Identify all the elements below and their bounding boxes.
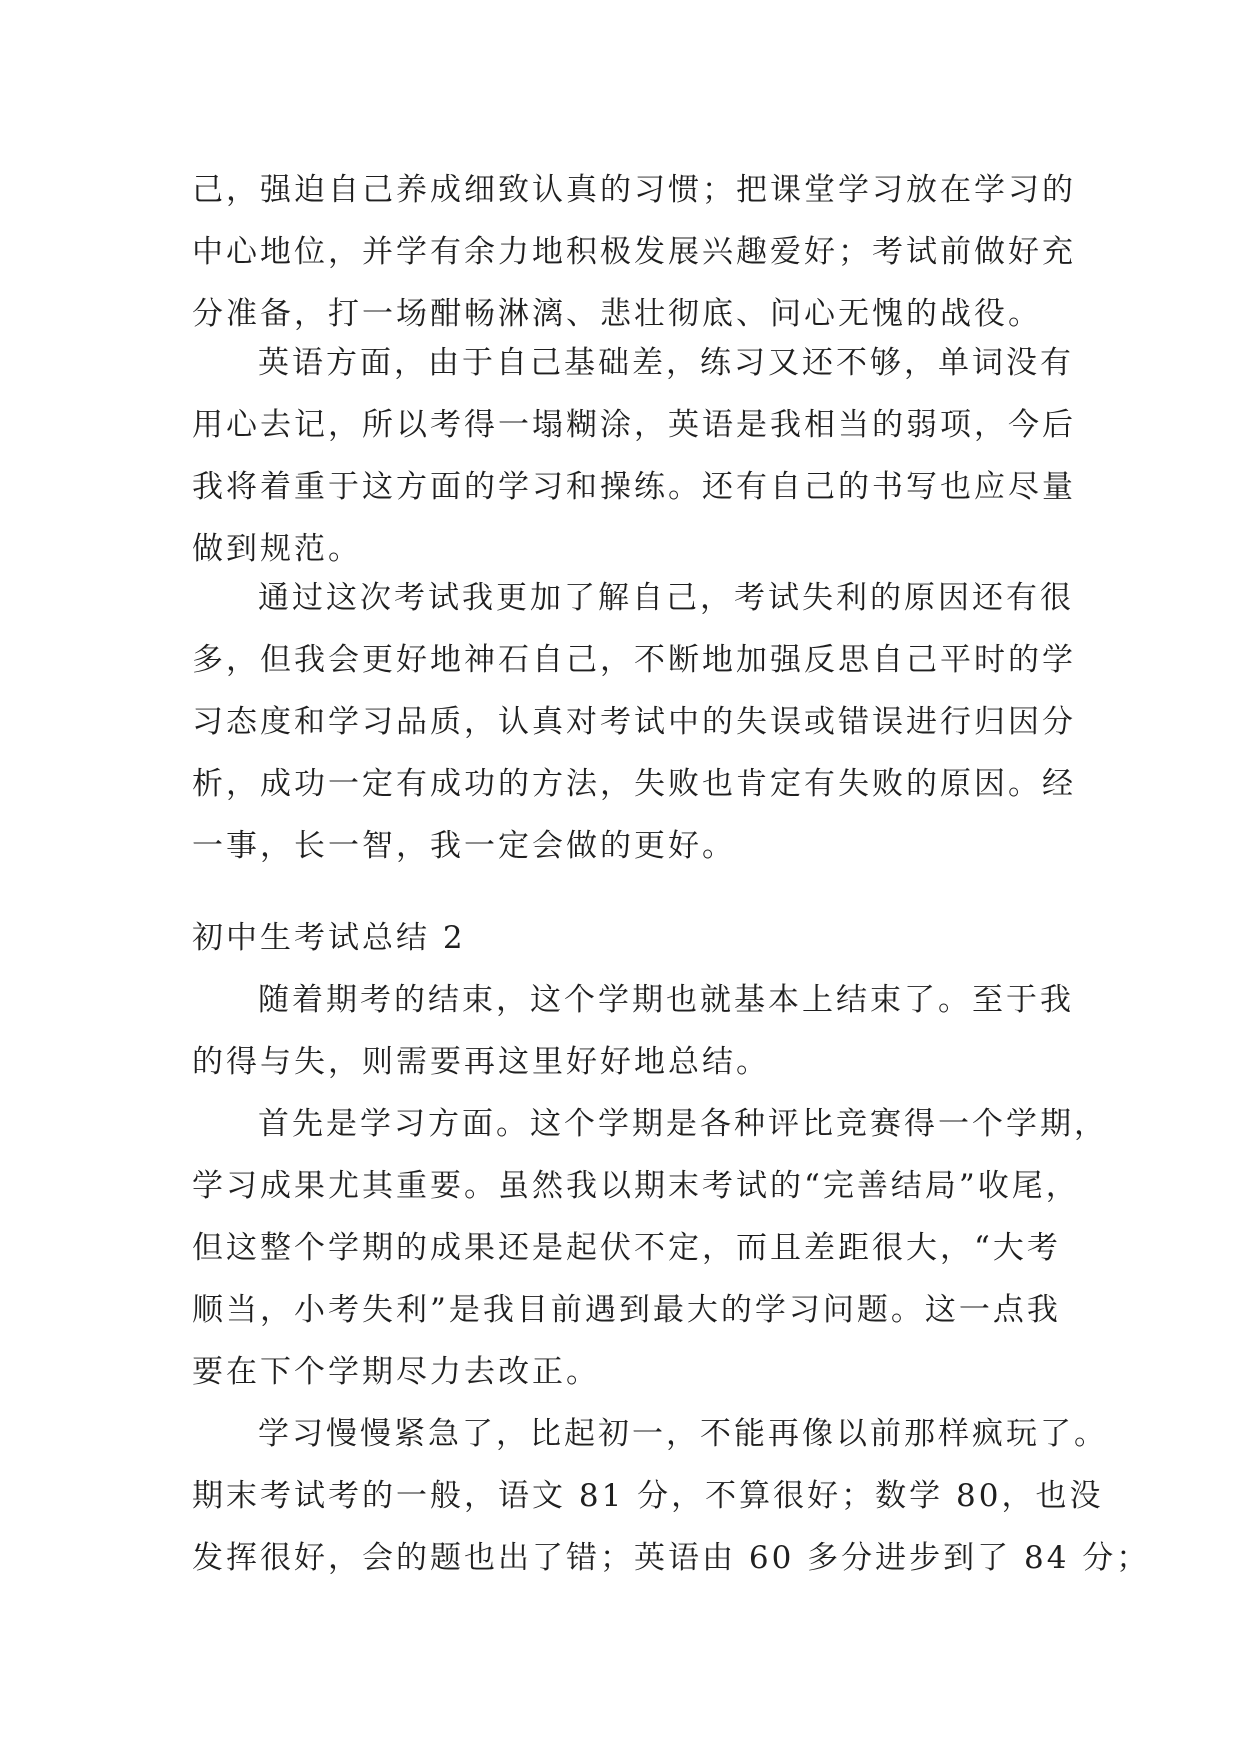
paragraph-line: 学习成果尤其重要。虽然我以期末考试的“完善结局”收尾， <box>192 1168 1080 1204</box>
paragraph-line: 习态度和学习品质，认真对考试中的失误或错误进行归因分 <box>192 704 1076 740</box>
paragraph-line: 但这整个学期的成果还是起伏不定，而且差距很大，“大考 <box>192 1230 1061 1266</box>
paragraph-line: 随着期考的结束，这个学期也就基本上结束了。至于我 <box>258 982 1074 1018</box>
paragraph-line: 做到规范。 <box>192 531 362 567</box>
paragraph-line: 中心地位，并学有余力地积极发展兴趣爱好；考试前做好充 <box>192 234 1076 270</box>
paragraph-line: 要在下个学期尽力去改正。 <box>192 1354 600 1390</box>
paragraph-4 <box>192 969 1074 1093</box>
paragraph-1 <box>192 159 1076 345</box>
paragraph-line: 学习慢慢紧急了，比起初一，不能再像以前那样疯玩了。 <box>258 1416 1108 1452</box>
paragraph-line: 用心去记，所以考得一塌糊涂，英语是我相当的弱项，今后 <box>192 407 1076 443</box>
paragraph-line: 分准备，打一场酣畅淋漓、悲壮彻底、问心无愧的战役。 <box>192 296 1042 332</box>
paragraph-6 <box>192 1403 1151 1589</box>
paragraph-line: 英语方面，由于自己基础差，练习又还不够，单词没有 <box>258 345 1074 381</box>
paragraph-3 <box>192 567 1076 877</box>
paragraph-line: 顺当，小考失利”是我目前遇到最大的学习问题。这一点我 <box>192 1292 1061 1328</box>
paragraph-line: 一事，长一智，我一定会做的更好。 <box>192 828 736 864</box>
paragraph-line: 多，但我会更好地神石自己，不断地加强反思自己平时的学 <box>192 642 1076 678</box>
paragraph-line: 发挥很好，会的题也出了错；英语由 60 多分进步到了 84 分； <box>192 1540 1151 1576</box>
paragraph-line: 首先是学习方面。这个学期是各种评比竞赛得一个学期， <box>258 1106 1108 1142</box>
paragraph-5 <box>192 1093 1108 1403</box>
paragraph-line: 析，成功一定有成功的方法，失败也肯定有失败的原因。经 <box>192 766 1076 802</box>
paragraph-2 <box>192 332 1076 580</box>
paragraph-line: 通过这次考试我更加了解自己，考试失利的原因还有很 <box>258 580 1074 616</box>
paragraph-line: 我将着重于这方面的学习和操练。还有自己的书写也应尽量 <box>192 469 1076 505</box>
paragraph-line: 的得与失，则需要再这里好好地总结。 <box>192 1044 770 1080</box>
paragraph-line: 期末考试考的一般，语文 81 分，不算很好；数学 80，也没 <box>192 1478 1104 1514</box>
section-title: 初中生考试总结 2 <box>192 920 466 956</box>
paragraph-line: 己，强迫自己养成细致认真的习惯；把课堂学习放在学习的 <box>192 172 1076 208</box>
